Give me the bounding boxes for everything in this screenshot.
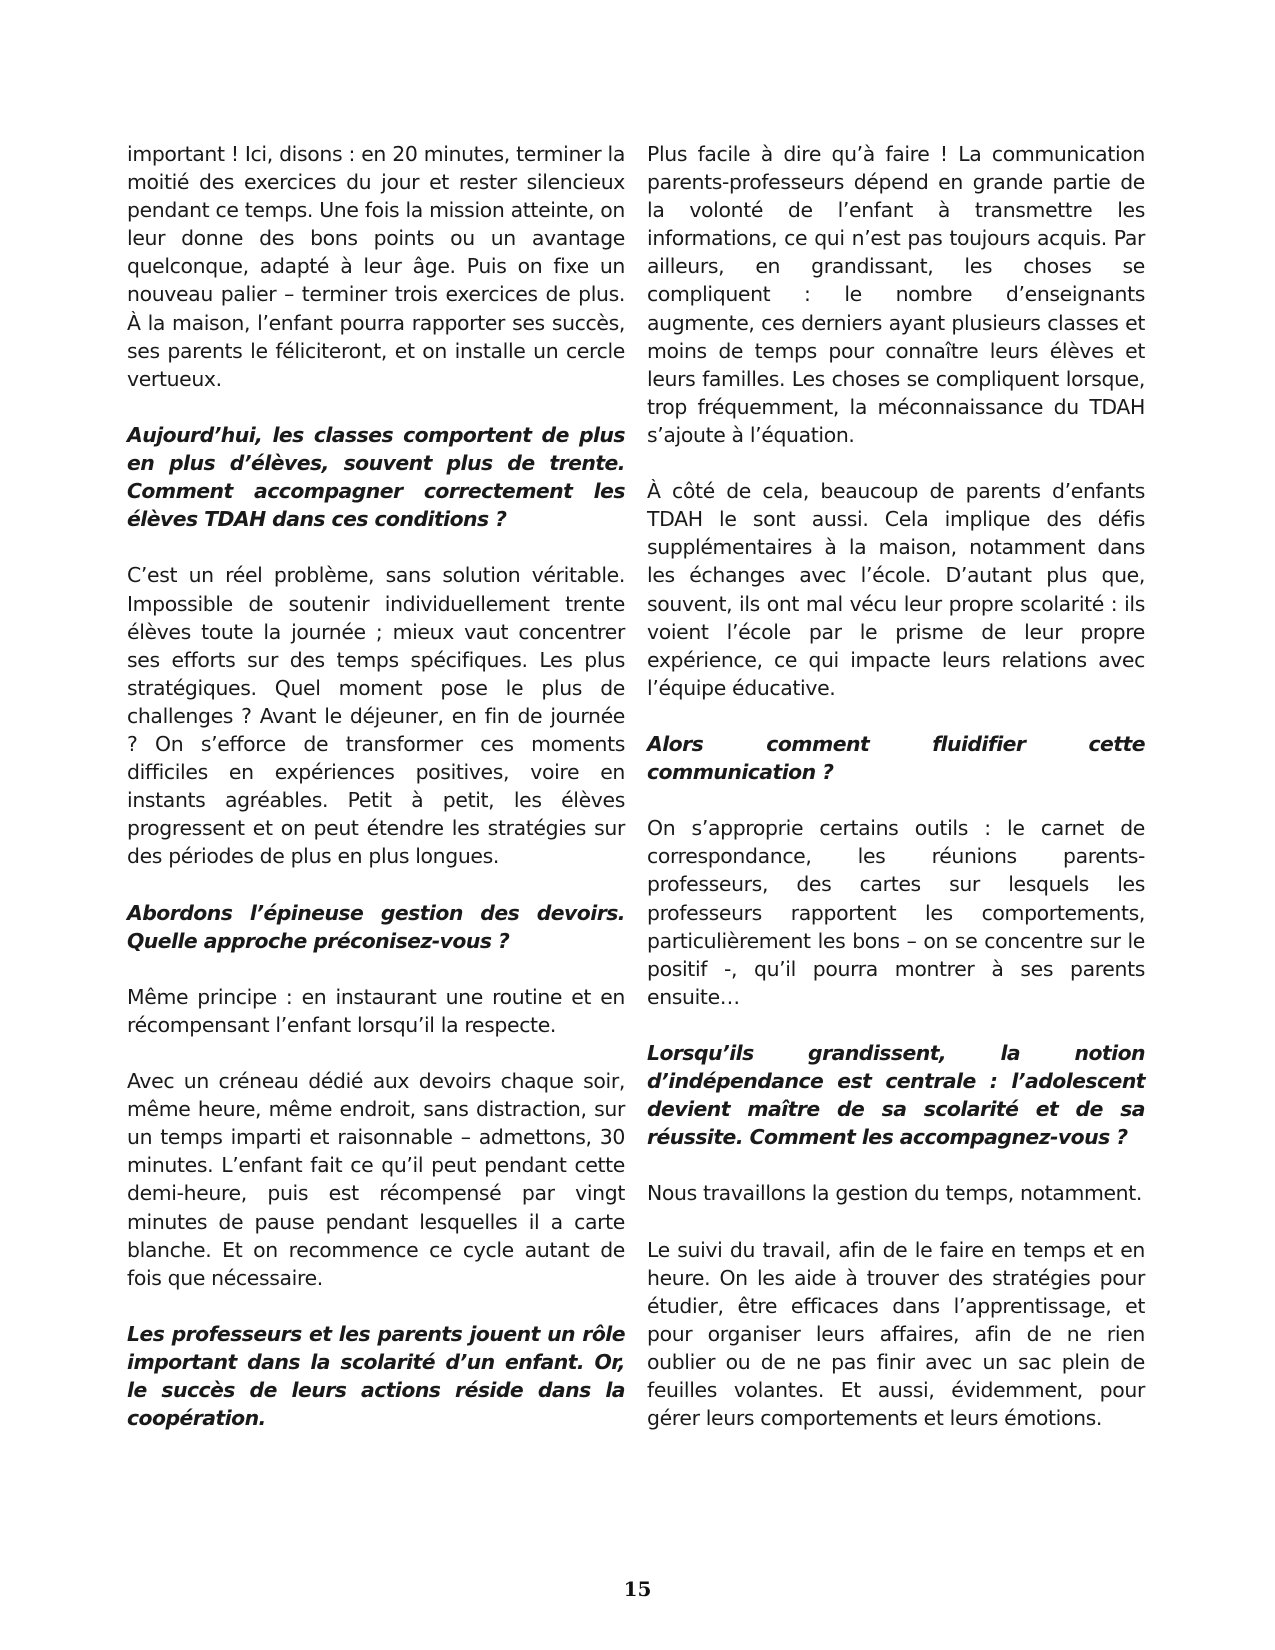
answer-paragraph: important ! Ici, disons : en 20 minutes, terminer la moitié des exercices du jour et rester silencieux pendant ce temps. Une fois la mission atteinte, on leur donne des bons points ou un avantage quelconque, adapté à leur âge. Puis on fixe un nouveau palier – terminer trois exercices de plus. À la maison, l’enfant pourra rapporter ses succès, ses parents le féliciteront, et on installe un cercle vertueux. (127, 142, 625, 391)
answer-paragraph: Même principe : en instaurant une routine et en récompensant l’enfant lorsqu’il la respecte. (127, 984, 625, 1037)
interview-question: Aujourd’hui, les classes comportent de plus en plus d’élèves, souvent plus de trente. Comment accompagner correctement les élèves TDAH dans ces conditions ? (127, 422, 625, 532)
right-column (647, 140, 1145, 1432)
interview-question: Les professeurs et les parents jouent un rôle important dans la scolarité d’un enfant. Or, le succès de leurs actions réside dans la coopération. (127, 1321, 625, 1431)
interview-question: Lorsqu’ils grandissent, la notion d’indépendance est centrale : l’adolescent devient maître de sa scolarité et de sa réussite. Comment les accompagnez-vous ? (647, 1041, 1145, 1150)
answer-paragraph: Plus facile à dire qu’à faire ! La communication parents-professeurs dépend en grande partie de la volonté de l’enfant à transmettre les informations, ce qui n’est pas toujours acquis. Par ailleurs, en grandissant, les choses se compliquent : le nombre d’enseignants augmente, ces derniers ayant plusieurs classes et moins de temps pour connaître leurs élèves et leurs familles. Les choses se compliquent lorsque, trop fréquemment, la méconnaissance du TDAH s’ajoute à l’équation. (647, 142, 1145, 447)
interview-question: Abordons l’épineuse gestion des devoirs. Quelle approche préconisez-vous ? (127, 900, 625, 953)
answer-paragraph: Nous travaillons la gestion du temps, notamment. (647, 1181, 1143, 1206)
answer-paragraph: À côté de cela, beaucoup de parents d’enfants TDAH le sont aussi. Cela implique des défis supplémentaires à la maison, notamment dans les échanges avec l’école. D’autant plus que, souvent, ils ont mal vécu leur propre scolarité : ils voient l’école par le prisme de leur propre expérience, ce qui impacte leurs relations avec l’équipe éducative. (647, 479, 1145, 700)
answer-paragraph: C’est un réel problème, sans solution véritable. Impossible de soutenir individuellement trente élèves toute la journée ; mieux vaut concentrer ses efforts sur des temps spécifiques. Les plus stratégiques. Quel moment pose le plus de challenges ? Avant le déjeuner, en fin de journée ? On s’efforce de transformer ces moments difficiles en expériences positives, voire en instants agréables. Petit à petit, les élèves progressent et on peut étendre les stratégies sur des périodes de plus en plus longues. (127, 563, 625, 869)
interview-question: Alors comment fluidifier cette communication ? (647, 731, 1145, 785)
page-number: 15 (623, 1577, 652, 1601)
answer-paragraph: Le suivi du travail, afin de le faire en temps et en heure. On les aide à trouver des stratégies pour étudier, être efficaces dans l’apprentissage, et pour organiser leurs affaires, afin de ne rien oublier ou de ne pas finir avec un sac plein de feuilles volantes. Et aussi, évidemment, pour gérer leurs comportements et leurs émotions. (647, 1237, 1145, 1431)
answer-paragraph: On s’approprie certains outils : le carnet de correspondance, les réunions parents-professeurs, des cartes sur lesquels les professeurs rapportent les comportements, particulièrement les bons – on se concentre sur le positif -, qu’il pourra montrer à ses parents ensuite… (647, 816, 1145, 1009)
answer-paragraph: Avec un créneau dédié aux devoirs chaque soir, même heure, même endroit, sans distraction, sur un temps imparti et raisonnable – admettons, 30 minutes. L’enfant fait ce qu’il peut pendant cette demi-heure, puis est récompensé par vingt minutes de pause pendant lesquelles il a carte blanche. Et on recommence ce cycle autant de fois que nécessaire. (127, 1069, 625, 1290)
left-column (127, 140, 625, 1432)
